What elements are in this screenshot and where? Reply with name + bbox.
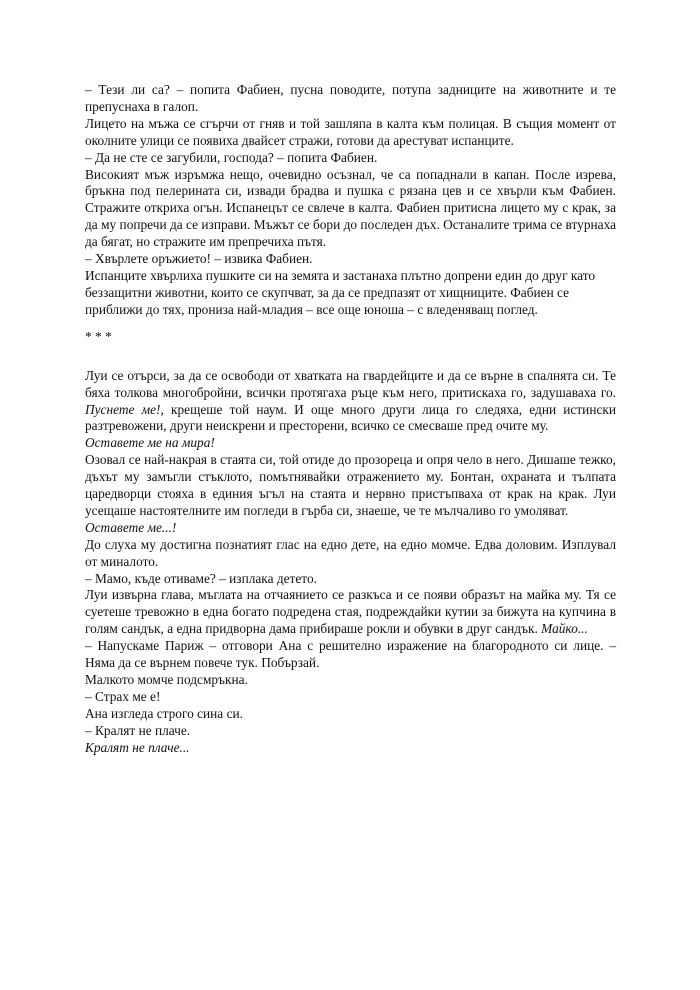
paragraph: Лицето на мъжа се сгърчи от гняв и той зашляпа в калта към полицая. В същия момент от околните улици се появиха двайсет стражи, готови да арестуват испанците. bbox=[85, 115, 616, 148]
paragraph: – Хвърлете оръжието! – извика Фабиен. bbox=[85, 251, 313, 267]
paragraph: – Страх ме е! bbox=[85, 688, 161, 704]
paragraph: – Напускаме Париж – отговори Ана с решително изражение на благородното си лице. – Няма да се върнем повече тук. Побързай. bbox=[85, 638, 616, 671]
paragraph: Испанците хвърлиха пушките си на земята и застанаха плътно допрени един до друг като беззащитни животни, които се скупчват, за да се предпазят от хищниците. Фабиен се приближи до тях, прониза най-младия – все още юноша – с вледеняващ поглед. bbox=[85, 267, 596, 317]
paragraph: Високият мъж изръмжа нещо, очевидно осъзнал, че са попаднали в капан. После изрева, бръкна под пелерината си, извади брадва и пушка с рязана цев и се хвърли към Фабиен. Стражите откриха огън. Испанецът се свлече в калта. Фабиен притисна лицето му с крак, за да му попречи да се изправи. Мъжът се бори до последен дъх. Останалите трима се втурнаха да бягат, но стражите им препречиха пътя. bbox=[85, 166, 616, 250]
section-separator: * * * bbox=[85, 328, 112, 344]
paragraph bbox=[85, 587, 616, 638]
italic-thought: Оставете ме на мира! bbox=[85, 435, 215, 451]
text-run: Луи се отърси, за да се освободи от хватката на гвардейците и да се върне в спалнята си. Те бяха толкова многобройни, всички протягаха ръце към него, притискаха го, задушаваха го. bbox=[85, 367, 616, 400]
italic-thought: Оставете ме...! bbox=[85, 519, 177, 535]
paragraph: До слуха му достигна познатият глас на едно дете, на едно момче. Едва доловим. Изплувал от миналото. bbox=[85, 536, 616, 569]
paragraph: Малкото момче подсмръкна. bbox=[85, 672, 248, 687]
italic-thought: Майко... bbox=[541, 621, 588, 637]
italic-thought: Кралят не плаче... bbox=[85, 739, 190, 755]
document-page bbox=[85, 82, 616, 757]
italic-thought: Пуснете ме! bbox=[85, 401, 161, 417]
paragraph: – Кралят не плаче. bbox=[85, 722, 191, 738]
text-run: , крещеше той наум. И още много други лица го следяха, едни истински разтревожени, други неискрени и престорени, всичко се смесваше пред очите му. bbox=[85, 401, 617, 434]
paragraph: – Мамо, къде отиваме? – изплака детето. bbox=[85, 570, 317, 586]
section-louis bbox=[85, 368, 616, 757]
paragraph: Озовал се най-накрая в стаята си, той отиде до прозореца и опря чело в него. Дишаше тежко, дъхът му замъгли стъклото, помътнявайки отражението му. Бонтан, охраната и тълпата царедворци стояха в единия ъгъл на стаята и нервно пристъпваха от крак на крак. Луи усещаше настоятелните им погледи в гърба си, знаеше, че те мълчаливо го умоляват. bbox=[85, 452, 616, 518]
section-fabien bbox=[85, 82, 616, 319]
paragraph: Ана изгледа строго сина си. bbox=[85, 705, 243, 721]
paragraph bbox=[85, 368, 616, 436]
paragraph: – Да не сте се загубили, господа? – попита Фабиен. bbox=[85, 149, 378, 165]
paragraph: – Тези ли са? – попита Фабиен, пусна поводите, потупа задниците на животните и те препуснаха в галоп. bbox=[85, 82, 616, 114]
text-run: Луи извърна глава, мъглата на отчаянието се разкъса и се появи образът на майка му. Тя се суетеше тревожно в една богато подредена стая, подреждайки кутии за бижута на купчина в голям сандък, а една придворна дама прибираше рокли и обувки в друг сандък. bbox=[85, 587, 616, 637]
